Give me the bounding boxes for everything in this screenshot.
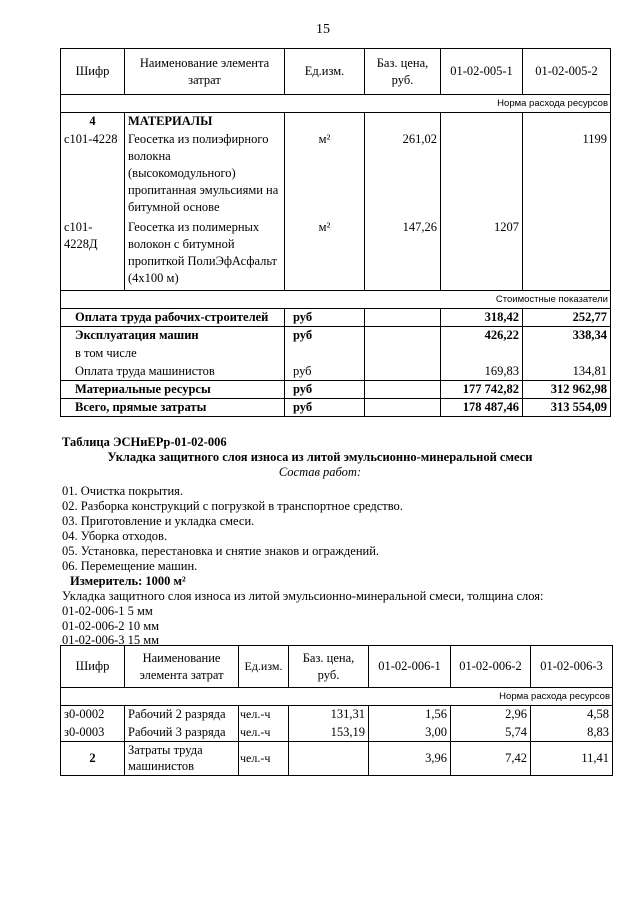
col-header-v3: 01-02-006-3: [531, 646, 613, 688]
cost-v1: 177 742,82: [441, 381, 523, 399]
col-header-code: Шифр: [61, 646, 125, 688]
col-header-price: Баз. цена, руб.: [365, 49, 441, 95]
table-row: [61, 742, 613, 776]
material-v1: 1207: [441, 219, 523, 291]
table-row: [61, 345, 611, 363]
table-header-row: [61, 646, 613, 688]
cost-name: Оплата труда машинистов: [61, 363, 285, 381]
col-header-code: Шифр: [61, 49, 125, 95]
material-price: 261,02: [365, 131, 441, 219]
norm-note: Норма расхода ресурсов: [61, 688, 613, 706]
table-row: [61, 724, 613, 742]
table-row: [61, 131, 611, 219]
variant-item: 01-02-006-1 5 мм: [62, 604, 153, 618]
material-unit: м²: [285, 219, 365, 291]
col-header-v2: 01-02-005-2: [523, 49, 611, 95]
work-item: 05. Установка, перестановка и снятие знаков и ограждений.: [62, 544, 380, 558]
row-v3: 4,58: [531, 706, 613, 724]
meter: Измеритель: 1000 м²: [70, 574, 186, 588]
norm-note: Норма расхода ресурсов: [61, 95, 611, 113]
cost-v2: 313 554,09: [523, 399, 611, 417]
col-header-name: Наименование элемента затрат: [125, 49, 285, 95]
cost-v2: 134,81: [523, 363, 611, 381]
resource-table-1: [60, 48, 611, 417]
row-code: з0-0003: [61, 724, 125, 742]
cost-unit: руб: [285, 381, 365, 399]
material-code: с101-4228Д: [61, 219, 125, 291]
col-header-v1: 01-02-006-1: [369, 646, 451, 688]
col-header-name: Наименование элемента затрат: [125, 646, 239, 688]
work-item: 03. Приготовление и укладка смеси.: [62, 514, 255, 528]
cost-v2: 252,77: [523, 309, 611, 327]
cost-name: Материальные ресурсы: [61, 381, 285, 399]
table-row: [61, 309, 611, 327]
section-code: 4: [61, 113, 125, 131]
row-code: 2: [61, 742, 125, 776]
cost-unit: руб: [285, 327, 365, 345]
material-unit: м²: [285, 131, 365, 219]
row-v1: 1,56: [369, 706, 451, 724]
page-number: 15: [316, 22, 330, 37]
col-header-unit: Ед.изм.: [239, 646, 289, 688]
row-v3: 11,41: [531, 742, 613, 776]
row-name: Рабочий 3 разряда: [125, 724, 239, 742]
material-price: 147,26: [365, 219, 441, 291]
section-title: Укладка защитного слоя износа из литой эмульсионно-минеральной смеси: [107, 450, 533, 464]
material-v2: 1199: [523, 131, 611, 219]
col-header-price: Баз. цена, руб.: [289, 646, 369, 688]
col-header-unit: Ед.изм.: [285, 49, 365, 95]
table-row: [61, 706, 613, 724]
cost-v1: 426,22: [441, 327, 523, 345]
table-row: [61, 381, 611, 399]
description: Укладка защитного слоя износа из литой эмульсионно-минеральной смеси, толщина слоя:: [62, 589, 544, 603]
cost-name: Эксплуатация машин: [61, 327, 285, 345]
row-v2: 2,96: [451, 706, 531, 724]
row-price: 153,19: [289, 724, 369, 742]
row-unit: чел.-ч: [239, 742, 289, 776]
table-row: [61, 219, 611, 291]
table-row: [61, 327, 611, 345]
col-header-v2: 01-02-006-2: [451, 646, 531, 688]
material-v1: [441, 131, 523, 219]
row-code: з0-0002: [61, 706, 125, 724]
table-header-row: [61, 49, 611, 95]
table-row: [61, 113, 611, 131]
table-row: [61, 363, 611, 381]
row-v2: 7,42: [451, 742, 531, 776]
variant-item: 01-02-006-2 10 мм: [62, 619, 160, 633]
cost-v2: 312 962,98: [523, 381, 611, 399]
work-item: 01. Очистка покрытия.: [62, 484, 184, 498]
cost-name: Всего, прямые затраты: [61, 399, 285, 417]
cost-v1: 318,42: [441, 309, 523, 327]
cost-name: Оплата труда рабочих-строителей: [61, 309, 285, 327]
table-row: [61, 399, 611, 417]
work-item: 04. Уборка отходов.: [62, 529, 168, 543]
work-item: 06. Перемещение машин.: [62, 559, 198, 573]
material-v2: [523, 219, 611, 291]
work-item: 02. Разборка конструкций с погрузкой в транспортное средство.: [62, 499, 403, 513]
row-price: [289, 742, 369, 776]
cost-unit: руб: [285, 399, 365, 417]
material-code: с101-4228: [61, 131, 125, 219]
cost-unit: руб: [285, 309, 365, 327]
cost-v2: 338,34: [523, 327, 611, 345]
row-unit: чел.-ч: [239, 706, 289, 724]
row-v2: 5,74: [451, 724, 531, 742]
row-v3: 8,83: [531, 724, 613, 742]
cost-note: Стоимостные показатели: [61, 291, 611, 309]
col-header-v1: 01-02-005-1: [441, 49, 523, 95]
table-label: Таблица ЭСНиЕРр-01-02-006: [62, 435, 227, 449]
row-name: Затраты труда машинистов: [125, 742, 239, 776]
material-name: Геосетка из полиэфирного волокна (высокомодульного) пропитанная эмульсиями на битумной основе: [125, 131, 285, 219]
cost-name: в том числе: [61, 345, 285, 363]
row-name: Рабочий 2 разряда: [125, 706, 239, 724]
row-price: 131,31: [289, 706, 369, 724]
material-name: Геосетка из полимерных волокон с битумной пропиткой ПолиЭфАсфальт (4х100 м): [125, 219, 285, 291]
variant-item: 01-02-006-3 15 мм: [62, 633, 160, 647]
section-title: МАТЕРИАЛЫ: [125, 113, 285, 131]
composition-title: Состав работ:: [278, 465, 362, 479]
cost-v1: 169,83: [441, 363, 523, 381]
row-v1: 3,00: [369, 724, 451, 742]
cost-unit: руб: [285, 363, 365, 381]
row-v1: 3,96: [369, 742, 451, 776]
resource-table-2: [60, 645, 613, 776]
row-unit: чел.-ч: [239, 724, 289, 742]
cost-v1: 178 487,46: [441, 399, 523, 417]
